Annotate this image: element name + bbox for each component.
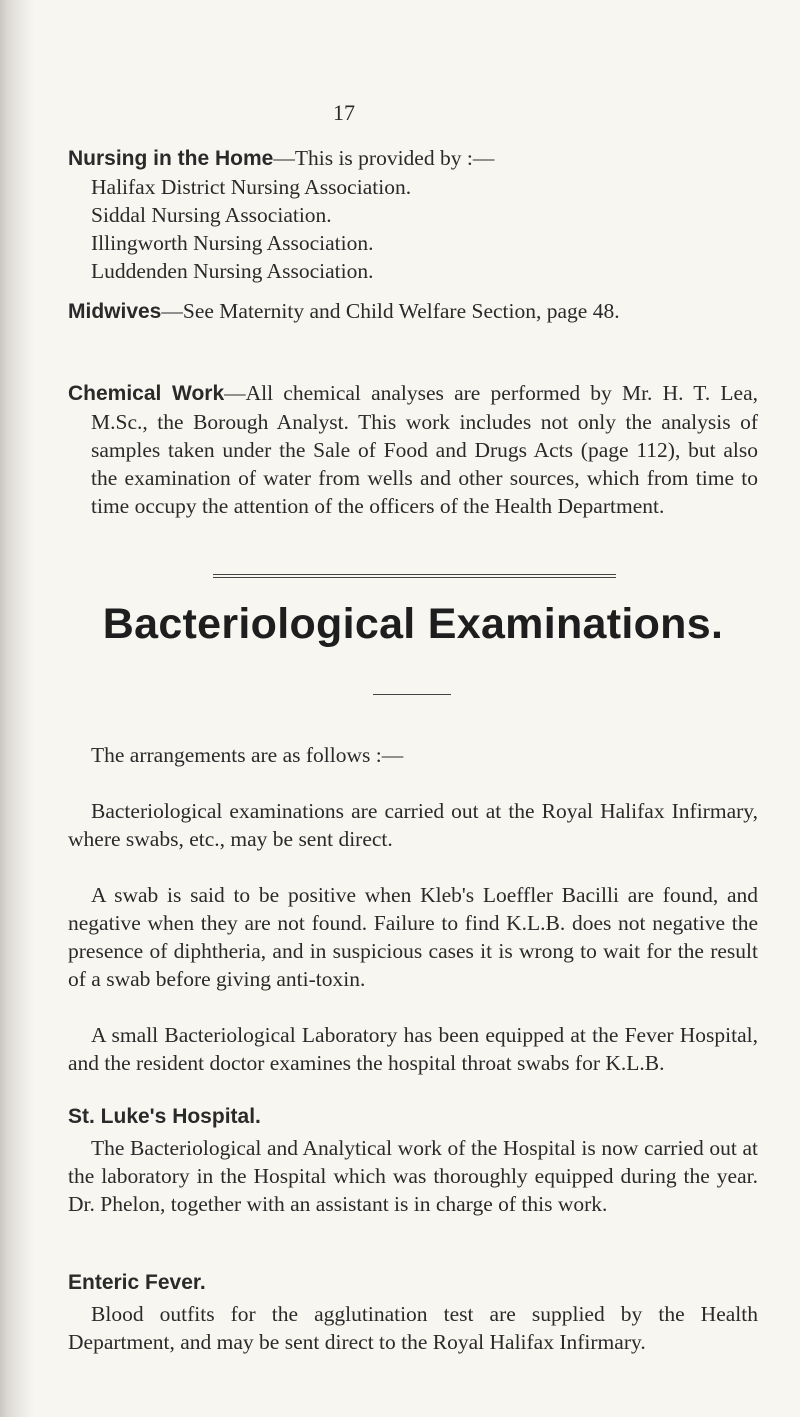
short-rule	[373, 694, 451, 695]
midwives-heading: Midwives	[68, 300, 162, 323]
st-lukes-text: The Bacteriological and Analytical work of the Hospital is now carried out at the laboratory in the Hospital which was thoroughly equipped during the year. Dr. Phelon, together with an assistant is in charge of this work.	[68, 1136, 758, 1216]
list-item: Luddenden Nursing Association.	[91, 259, 374, 283]
nursing-section	[68, 144, 758, 285]
midwives-text: —See Maternity and Child Welfare Section, page 48.	[161, 299, 620, 323]
double-rule-top	[213, 574, 616, 575]
enteric-section	[68, 1269, 758, 1356]
st-lukes-heading: St. Luke's Hospital.	[68, 1105, 261, 1128]
swab-paragraph: A swab is said to be positive when Kleb's Loeffler Bacilli are found, and negative when they are not found. Failure to find K.L.B. does not negative the presence of diphtheria, and in suspicious cases it is wrong to wait for the result of a swab before giving anti-toxin.	[68, 883, 758, 991]
laboratory-paragraph: A small Bacteriological Laboratory has been equipped at the Fever Hospital, and the resident doctor examines the hospital throat swabs for K.L.B.	[68, 1023, 758, 1075]
chemical-work-text: —All chemical analyses are performed by Mr. H. T. Lea, M.Sc., the Borough Analyst. This work includes not only the analysis of samples taken under the Sale of Food and Drugs Acts (page 112), but also the examination of water from wells and other sources, which from time to time occupy the attention of the officers of the Health Department.	[91, 381, 758, 518]
list-item: Siddal Nursing Association.	[91, 203, 332, 227]
nursing-intro: —This is provided by :—	[273, 146, 495, 170]
list-item: Illingworth Nursing Association.	[91, 231, 374, 255]
document-page	[68, 0, 768, 1417]
enteric-heading: Enteric Fever.	[68, 1271, 206, 1294]
midwives-section	[68, 297, 758, 326]
enteric-text: Blood outfits for the agglutination test are supplied by the Health Department, and may be sent direct to the Royal Halifax Infirmary.	[68, 1302, 758, 1354]
section-title: Bacteriological Examinations.	[102, 600, 724, 648]
list-item: Halifax District Nursing Association.	[91, 175, 412, 199]
chemical-work-section	[68, 379, 758, 520]
chemical-work-heading: Chemical Work	[68, 382, 225, 405]
page-number: 17	[333, 100, 355, 125]
arrangements-text: The arrangements are as follows :—	[91, 743, 404, 767]
scan-shadow-edge	[0, 0, 34, 1417]
nursing-association-list	[68, 173, 758, 285]
nursing-heading: Nursing in the Home	[68, 147, 274, 170]
double-rule-bottom	[213, 577, 616, 578]
st-lukes-section	[68, 1103, 758, 1218]
infirmary-paragraph: Bacteriological examinations are carried out at the Royal Halifax Infirmary, where swabs, etc., may be sent direct.	[68, 799, 758, 851]
